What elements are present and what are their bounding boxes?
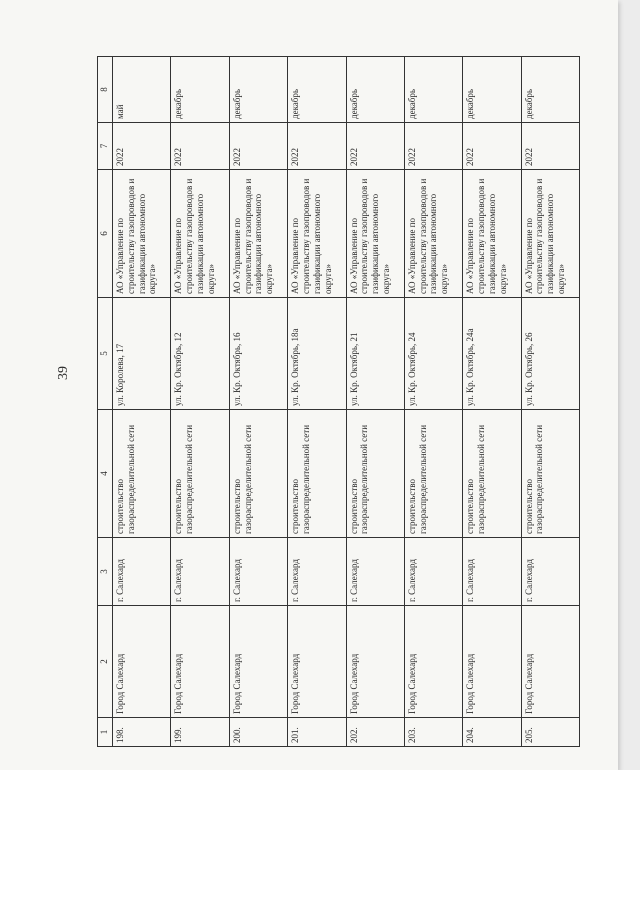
blank-background [0, 770, 640, 905]
month-cell: декабрь [521, 57, 579, 123]
executor-cell: АО «Управление по строительству газопроводов и газификации автономного округа» [171, 170, 229, 298]
month-cell: декабрь [171, 57, 229, 123]
month-cell: декабрь [463, 57, 521, 123]
municipality-cell: Город Салехард [404, 606, 462, 718]
locality-cell: г. Салехард [171, 538, 229, 606]
address-cell: ул. Королева, 17 [113, 298, 171, 410]
row-number: 198. [113, 718, 171, 747]
work-cell: строительство газораспределительной сети [171, 410, 229, 538]
municipality-cell: Город Салехард [288, 606, 346, 718]
column-header: 4 [98, 410, 113, 538]
address-cell: ул. Кр. Октябрь, 18а [288, 298, 346, 410]
column-header: 3 [98, 538, 113, 606]
locality-cell: г. Салехард [463, 538, 521, 606]
row-number: 199. [171, 718, 229, 747]
row-number: 200. [229, 718, 287, 747]
table-row [521, 57, 579, 747]
work-cell: строительство газораспределительной сети [288, 410, 346, 538]
month-cell: май [113, 57, 171, 123]
executor-cell: АО «Управление по строительству газопроводов и газификации автономного округа» [404, 170, 462, 298]
table-row [113, 57, 171, 747]
rotated-table-container [97, 57, 580, 747]
work-cell: строительство газораспределительной сети [463, 410, 521, 538]
locality-cell: г. Салехард [113, 538, 171, 606]
year-cell: 2022 [346, 123, 404, 170]
work-cell: строительство газораспределительной сети [521, 410, 579, 538]
municipality-cell: Город Салехард [521, 606, 579, 718]
executor-cell: АО «Управление по строительству газопроводов и газификации автономного округа» [229, 170, 287, 298]
municipality-cell: Город Салехард [229, 606, 287, 718]
executor-cell: АО «Управление по строительству газопроводов и газификации автономного округа» [113, 170, 171, 298]
year-cell: 2022 [288, 123, 346, 170]
year-cell: 2022 [171, 123, 229, 170]
month-cell: декабрь [288, 57, 346, 123]
year-cell: 2022 [521, 123, 579, 170]
row-number: 201. [288, 718, 346, 747]
page-number: 39 [56, 366, 71, 380]
address-cell: ул. Кр. Октябрь, 24а [463, 298, 521, 410]
locality-cell: г. Салехард [288, 538, 346, 606]
month-cell: декабрь [346, 57, 404, 123]
year-cell: 2022 [113, 123, 171, 170]
work-cell: строительство газораспределительной сети [113, 410, 171, 538]
month-cell: декабрь [404, 57, 462, 123]
executor-cell: АО «Управление по строительству газопроводов и газификации автономного округа» [346, 170, 404, 298]
municipality-cell: Город Салехард [346, 606, 404, 718]
column-header: 5 [98, 298, 113, 410]
table-header-row [98, 57, 113, 747]
locality-cell: г. Салехард [521, 538, 579, 606]
table-row [346, 57, 404, 747]
year-cell: 2022 [463, 123, 521, 170]
work-cell: строительство газораспределительной сети [404, 410, 462, 538]
executor-cell: АО «Управление по строительству газопроводов и газификации автономного округа» [288, 170, 346, 298]
row-number: 205. [521, 718, 579, 747]
municipality-cell: Город Салехард [463, 606, 521, 718]
locality-cell: г. Салехард [229, 538, 287, 606]
work-cell: строительство газораспределительной сети [346, 410, 404, 538]
address-cell: ул. Кр. Октябрь, 12 [171, 298, 229, 410]
column-header: 1 [98, 718, 113, 747]
row-number: 204. [463, 718, 521, 747]
schedule-table [97, 56, 580, 747]
table-row [404, 57, 462, 747]
year-cell: 2022 [229, 123, 287, 170]
locality-cell: г. Салехард [346, 538, 404, 606]
locality-cell: г. Салехард [404, 538, 462, 606]
column-header: 2 [98, 606, 113, 718]
work-cell: строительство газораспределительной сети [229, 410, 287, 538]
column-header: 7 [98, 123, 113, 170]
row-number: 202. [346, 718, 404, 747]
address-cell: ул. Кр. Октябрь, 24 [404, 298, 462, 410]
municipality-cell: Город Салехард [113, 606, 171, 718]
address-cell: ул. Кр. Октябрь, 21 [346, 298, 404, 410]
column-header: 8 [98, 57, 113, 123]
executor-cell: АО «Управление по строительству газопроводов и газификации автономного округа» [463, 170, 521, 298]
address-cell: ул. Кр. Октябрь, 26 [521, 298, 579, 410]
year-cell: 2022 [404, 123, 462, 170]
month-cell: декабрь [229, 57, 287, 123]
table-row [171, 57, 229, 747]
executor-cell: АО «Управление по строительству газопроводов и газификации автономного округа» [521, 170, 579, 298]
table-row [463, 57, 521, 747]
municipality-cell: Город Салехард [171, 606, 229, 718]
column-header: 6 [98, 170, 113, 298]
address-cell: ул. Кр. Октябрь, 16 [229, 298, 287, 410]
row-number: 203. [404, 718, 462, 747]
table-row [229, 57, 287, 747]
table-row [288, 57, 346, 747]
